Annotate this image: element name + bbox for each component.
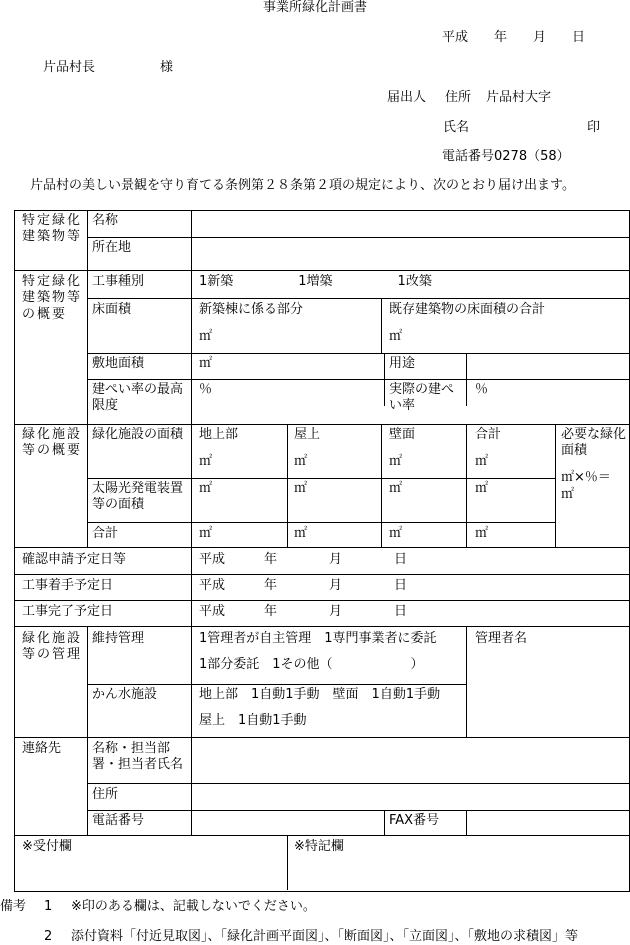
unit-m2: ㎡	[389, 481, 403, 496]
location-label: 所在地	[92, 240, 132, 255]
note-2-text: 添付資料「付近見取図」、「緑化計画平面図」、「断面図」、「立面図」、「敷地の求積図」等	[71, 929, 579, 944]
unit-m2: ㎡	[294, 481, 308, 496]
contact-phone-label: 電話番号	[92, 813, 145, 828]
work-type-options[interactable]: 1新築 1増築 1改築	[199, 274, 432, 289]
unit-m2: ㎡	[475, 526, 489, 541]
section-specified-building-label: 特定緑化建築物等	[22, 213, 83, 245]
maintenance-options-1[interactable]: 1管理者が自主管理 1専門事業者に委託	[199, 631, 437, 646]
end-date-label: 工事完了予定日	[22, 604, 114, 619]
fax-label: FAX番号	[389, 813, 440, 828]
unit-m2: ㎡	[475, 454, 489, 469]
col-total: 合計	[475, 427, 502, 442]
confirm-date-field[interactable]: 平成 年 月 日	[199, 552, 408, 567]
site-area-label: 敷地面積	[92, 356, 145, 371]
maintenance-label: 維持管理	[92, 631, 145, 646]
required-green-area-label: 必要な緑化面積	[561, 427, 627, 459]
col-wall: 壁面	[389, 427, 416, 442]
irrigation-options-1[interactable]: 地上部 1自動1手動 壁面 1自動1手動	[199, 687, 441, 702]
submission-date[interactable]: 平成 年 月 日	[442, 30, 586, 45]
unit-m2: ㎡	[389, 329, 403, 344]
address-value[interactable]: 片品村大字	[486, 90, 552, 105]
unit-m2: ㎡	[389, 454, 403, 469]
note-1-number: 1	[44, 899, 53, 914]
irrigation-options-2[interactable]: 屋上 1自動1手動	[199, 713, 307, 728]
seal-mark: 印	[587, 120, 601, 135]
manager-name-label: 管理者名	[475, 631, 528, 646]
maintenance-options-2[interactable]: 1部分委託 1その他（ ）	[199, 657, 424, 672]
unit-m2: ㎡	[199, 329, 213, 344]
section-management-label: 緑化施設等の管理	[22, 631, 83, 663]
facility-name-label: 名称	[92, 213, 119, 228]
receipt-box-label: ※受付欄	[22, 839, 72, 854]
contact-address-label: 住所	[92, 787, 119, 802]
contact-label: 連絡先	[22, 741, 62, 756]
new-building-area-label: 新築棟に係る部分	[199, 302, 304, 317]
note-1-text: ※印のある欄は、記載しないでください。	[71, 899, 316, 914]
unit-m2: ㎡	[294, 454, 308, 469]
percent-unit: ％	[475, 382, 489, 397]
existing-total-area-label: 既存建築物の床面積の合計	[389, 302, 546, 317]
start-date-label: 工事着手予定日	[22, 578, 114, 593]
intro-text: 片品村の美しい景観を守り育てる条例第２８条第２項の規定により、次のとおり届け出ます。	[30, 178, 575, 193]
unit-m2: ㎡	[199, 454, 213, 469]
end-date-field[interactable]: 平成 年 月 日	[199, 604, 408, 619]
unit-m2: ㎡	[561, 487, 575, 502]
notes-heading: 備考	[0, 899, 27, 914]
unit-m2: ㎡	[475, 481, 489, 496]
name-label: 氏名	[443, 120, 470, 135]
irrigation-label: かん水施設	[92, 687, 158, 702]
unit-m2: ㎡	[199, 526, 213, 541]
green-facility-area-label: 緑化施設の面積	[92, 427, 184, 442]
applicant-label: 届出人	[387, 90, 427, 105]
start-date-field[interactable]: 平成 年 月 日	[199, 578, 408, 593]
application-form	[14, 210, 630, 892]
address-label: 住所	[445, 90, 472, 105]
solar-area-label: 太陽光発電装置等の面積	[92, 481, 184, 513]
floor-area-label: 床面積	[92, 302, 132, 317]
section-green-facility-label: 緑化施設等の概要	[22, 427, 83, 459]
col-roof: 屋上	[294, 427, 321, 442]
document-title: 事業所緑化計画書	[262, 0, 367, 15]
actual-bcr-label: 実際の建ぺい率	[389, 382, 455, 414]
work-type-label: 工事種別	[92, 274, 145, 289]
unit-m2: ㎡	[294, 526, 308, 541]
note-2-number: 2	[44, 929, 53, 944]
phone-line[interactable]: 電話番号0278（58）	[442, 149, 570, 164]
unit-m2: ㎡	[199, 481, 213, 496]
percent-unit: ％	[199, 382, 213, 397]
addressee: 片品村長 様	[43, 60, 174, 75]
required-formula: ㎡×％＝	[561, 470, 611, 485]
remarks-box-label: ※特記欄	[294, 839, 344, 854]
total-row-label: 合計	[92, 526, 119, 541]
section-building-overview-label: 特定緑化建築物等の概要	[22, 274, 83, 322]
max-bcr-label: 建ぺい率の最高限度	[92, 382, 184, 414]
unit-m2: ㎡	[199, 356, 213, 371]
col-ground: 地上部	[199, 427, 239, 442]
unit-m2: ㎡	[389, 526, 403, 541]
use-label: 用途	[389, 356, 416, 371]
contact-name-label: 名称・担当部署・担当者氏名	[92, 741, 184, 773]
confirm-date-label: 確認申請予定日等	[22, 552, 127, 567]
